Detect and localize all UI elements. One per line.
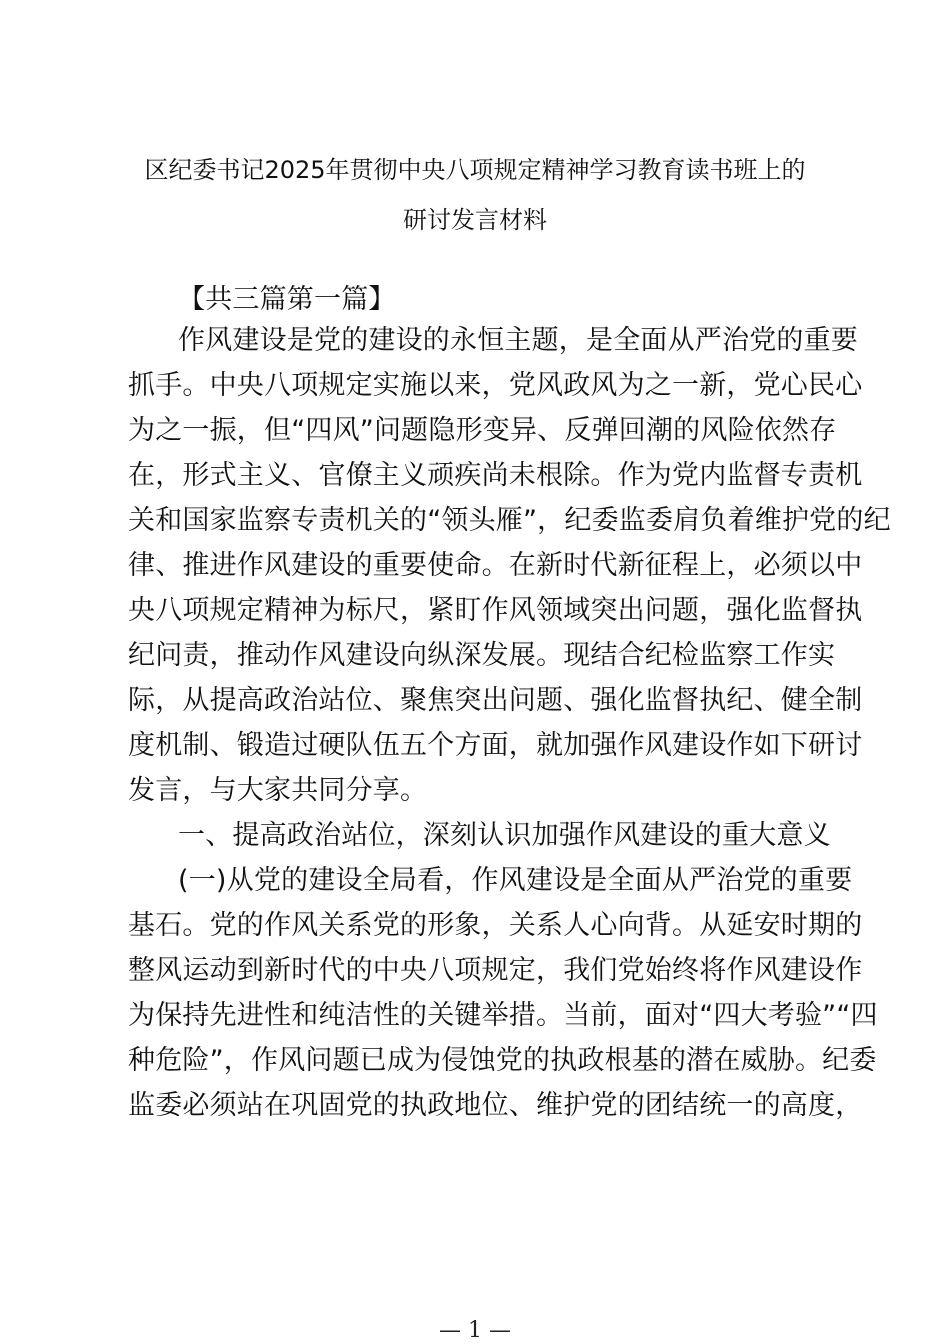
paragraph-line: 作风建设是党的建设的永恒主题，是全面从严治党的重要 (178, 325, 858, 356)
paragraph-line: 监委必须站在巩固党的执政地位、维护党的团结统一的高度， (128, 1090, 863, 1121)
paragraph-line: 整风运动到新时代的中央八项规定，我们党始终将作风建设作 (128, 955, 863, 986)
paragraph-line: 发言，与大家共同分享。 (128, 775, 428, 806)
document-title-line-1: 区纪委书记2025年贯彻中央八项规定精神学习教育读书班上的 (144, 156, 806, 184)
page-number: — 1 — (439, 1318, 511, 1343)
paragraph-line: 在，形式主义、官僚主义顽疾尚未根除。作为党内监督专责机 (128, 460, 863, 491)
paragraph-line: 度机制、锻造过硬队伍五个方面，就加强作风建设作如下研讨 (128, 730, 863, 761)
section-marker: 【共三篇第一篇】 (178, 284, 396, 315)
paragraph-line: (一)从党的建设全局看，作风建设是全面从严治党的重要 (178, 865, 853, 896)
paragraph-line: 关和国家监察专责机关的“领头雁”，纪委监委肩负着维护党的纪 (128, 505, 891, 536)
paragraph-line: 种危险”，作风问题已成为侵蚀党的执政根基的潜在威胁。纪委 (128, 1045, 877, 1076)
paragraph-line: 为之一振，但“四风”问题隐形变异、反弹回潮的风险依然存 (128, 415, 837, 446)
document-title-line-2: 研讨发言材料 (403, 206, 547, 234)
paragraph-line: 律、推进作风建设的重要使命。在新时代新征程上，必须以中 (128, 550, 863, 581)
paragraph-line: 抓手。中央八项规定实施以来，党风政风为之一新，党心民心 (128, 370, 863, 401)
paragraph-line: 基石。党的作风关系党的形象，关系人心向背。从延安时期的 (128, 910, 863, 941)
paragraph-line: 际，从提高政治站位、聚焦突出问题、强化监督执纪、健全制 (128, 685, 863, 716)
paragraph-line: 为保持先进性和纯洁性的关键举措。当前，面对“四大考验”“四 (128, 1000, 878, 1031)
paragraph-line: 纪问责，推动作风建设向纵深发展。现结合纪检监察工作实 (128, 640, 836, 671)
paragraph-line: 央八项规定精神为标尺，紧盯作风领域突出问题，强化监督执 (128, 595, 863, 626)
section-heading: 一、提高政治站位，深刻认识加强作风建设的重大意义 (178, 820, 831, 851)
